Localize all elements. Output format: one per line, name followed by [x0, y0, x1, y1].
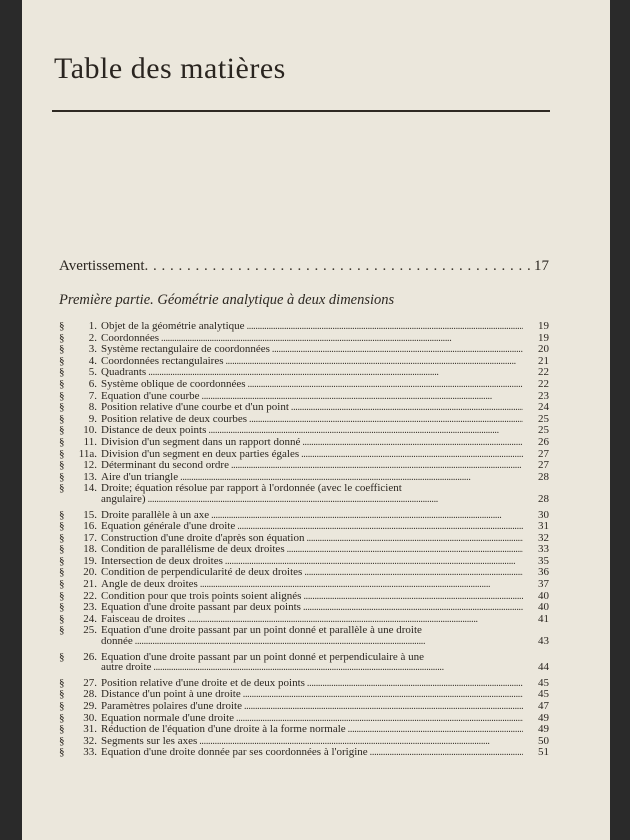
leader-dots	[303, 602, 523, 614]
avertissement-page: 17	[534, 258, 549, 274]
page-number: 47	[538, 700, 549, 712]
section-title: Position relative d'une droite et de deux points	[101, 676, 305, 689]
section-number: 4.	[88, 354, 97, 367]
section-title: Angle de deux droites	[101, 578, 198, 591]
section-sign: §	[59, 331, 65, 344]
section-number: 30.	[83, 711, 97, 724]
leader-dots	[135, 636, 523, 648]
section-number: 8.	[88, 401, 97, 414]
page-number: 25	[538, 412, 549, 425]
section-number: 20.	[83, 566, 97, 579]
leader-dots	[304, 567, 523, 579]
section-sign: §	[59, 723, 65, 736]
section-number: 32.	[83, 734, 97, 747]
page-number: 41	[538, 612, 549, 625]
section-number: 18.	[83, 543, 97, 556]
section-sign: §	[59, 711, 65, 724]
section-number: 24.	[83, 612, 97, 625]
section-sign: §	[59, 554, 65, 567]
page-number: 49	[538, 723, 549, 736]
leader-dots	[249, 414, 523, 426]
section-title: Réduction de l'équation d'une droite à la forme normale	[101, 723, 346, 736]
leader-dots	[231, 460, 523, 472]
section-number: 33.	[83, 746, 97, 759]
section-title: Quadrants	[101, 366, 147, 379]
leader-dots	[348, 724, 523, 736]
page-number: 36	[538, 566, 549, 579]
section-title: Segments sur les axes	[101, 734, 198, 747]
toc-entry-avertissement	[59, 258, 549, 275]
section-sign: §	[59, 601, 65, 614]
page-number: 40	[538, 601, 549, 614]
section-number: 25.	[83, 624, 97, 637]
section-title: Droite parallèle à un axe	[101, 508, 210, 521]
toc-entry	[59, 652, 549, 674]
toc-entry	[59, 483, 549, 505]
section-title: Equation d'une droite passant par deux points	[101, 601, 301, 614]
page-number: 22	[538, 377, 549, 390]
section-sign: §	[59, 676, 65, 689]
section-number: 13.	[83, 470, 97, 483]
section-number: 22.	[83, 589, 97, 602]
section-sign: §	[59, 589, 65, 602]
section-number: 3.	[88, 343, 97, 356]
toc-entry	[59, 625, 549, 647]
section-title: Système rectangulaire de coordonnées	[101, 343, 270, 356]
section-title: Equation normale d'une droite	[101, 711, 235, 724]
leader-dots	[248, 379, 524, 391]
page-number: 27	[538, 447, 549, 460]
section-sign: §	[59, 343, 65, 356]
toc-entry	[59, 579, 549, 591]
section-title: Condition pour que trois points soient alignés	[101, 589, 302, 602]
section-title: Equation d'une droite passant par un point donné et parallèle à une droite	[101, 624, 422, 637]
section-title: Droite; équation résolue par rapport à l'ordonnée (avec le coefficient	[101, 482, 402, 495]
page-number: 43	[538, 635, 549, 648]
toc-entry	[59, 321, 549, 333]
section-title: Position relative de deux courbes	[101, 412, 248, 425]
section-number: 5.	[88, 366, 97, 379]
leader-dots	[247, 321, 523, 333]
section-sign: §	[59, 377, 65, 390]
book-page	[22, 0, 610, 840]
section-title: Paramètres polaires d'une droite	[101, 700, 242, 712]
leader-dots	[306, 533, 523, 545]
section-sign: §	[59, 447, 65, 460]
toc-entry	[59, 460, 549, 472]
section-title: Division d'un segment dans un rapport donné	[101, 435, 301, 448]
section-title: Coordonnées rectangulaires	[101, 354, 224, 367]
leader-dots	[153, 662, 523, 674]
section-sign: §	[59, 424, 65, 437]
leader-dots	[148, 494, 523, 506]
section-title: Coordonnées	[101, 331, 160, 344]
page-number: 49	[538, 711, 549, 724]
leader-dots	[243, 689, 523, 701]
section-sign: §	[59, 482, 65, 495]
toc-entry	[59, 747, 549, 759]
section-number: 28.	[83, 688, 97, 701]
section-sign: §	[59, 470, 65, 483]
section-sign: §	[59, 734, 65, 747]
section-title: Intersection de deux droites	[101, 554, 223, 567]
leader-dots	[303, 591, 523, 603]
section-sign: §	[59, 531, 65, 544]
part-heading: Première partie. Géométrie analytique à deux dimensions	[59, 292, 395, 308]
section-number: 23.	[83, 601, 97, 614]
section-number: 11.	[83, 435, 97, 448]
section-sign: §	[59, 543, 65, 556]
page-number: 45	[538, 676, 549, 689]
section-number: 15.	[83, 508, 97, 521]
section-number: 2.	[88, 331, 97, 344]
page-number: 33	[538, 543, 549, 556]
section-sign: §	[59, 700, 65, 712]
toc-entry	[59, 379, 549, 391]
section-number: 11a.	[78, 447, 97, 460]
toc-entry	[59, 701, 549, 713]
page-number: 35	[538, 554, 549, 567]
page-number: 37	[538, 578, 549, 591]
page-number: 21	[538, 354, 549, 367]
section-sign: §	[59, 578, 65, 591]
section-number: 26.	[83, 650, 97, 663]
section-title: Distance d'un point à une droite	[101, 688, 241, 701]
section-number: 21.	[83, 578, 97, 591]
title-rule	[52, 110, 550, 112]
section-sign: §	[59, 366, 65, 379]
leader-dots	[370, 747, 523, 759]
section-sign: §	[59, 612, 65, 625]
section-number: 27.	[83, 676, 97, 689]
section-number: 6.	[88, 377, 97, 390]
section-title: Déterminant du second ordre	[101, 459, 229, 472]
page-number: 44	[538, 661, 549, 674]
section-number: 19.	[83, 554, 97, 567]
leader-dots	[225, 356, 523, 368]
page-number: 23	[538, 389, 549, 402]
section-title-continued: angulaire)	[101, 492, 146, 505]
leader-dots	[272, 344, 523, 356]
leader-dots	[302, 437, 523, 449]
section-sign: §	[59, 566, 65, 579]
section-sign: §	[59, 320, 65, 332]
page-number: 40	[538, 589, 549, 602]
section-title: Faisceau de droites	[101, 612, 186, 625]
section-number: 31.	[83, 723, 97, 736]
page-number: 25	[538, 424, 549, 437]
section-sign: §	[59, 401, 65, 414]
leader-dots	[287, 544, 523, 556]
section-title: Condition de parallélisme de deux droites	[101, 543, 285, 556]
leader-dots	[307, 678, 523, 690]
page-number: 27	[538, 459, 549, 472]
page-number: 24	[538, 401, 549, 414]
avertissement-label: Avertissement	[59, 258, 145, 274]
leader-dots	[301, 449, 523, 461]
section-title: Construction d'une droite d'après son équation	[101, 531, 305, 544]
section-number: 7.	[88, 389, 97, 402]
page-title: Table des matières	[54, 52, 286, 85]
section-sign: §	[59, 650, 65, 663]
section-title: Equation d'une droite donnée par ses coordonnées à l'origine	[101, 746, 368, 759]
section-sign: §	[59, 508, 65, 521]
section-sign: §	[59, 746, 65, 759]
section-sign: §	[59, 412, 65, 425]
section-number: 9.	[88, 412, 97, 425]
leader-dots	[237, 521, 523, 533]
section-sign: §	[59, 459, 65, 472]
page-number: 31	[538, 520, 549, 533]
section-number: 29.	[83, 700, 97, 712]
section-sign: §	[59, 435, 65, 448]
toc-entry	[59, 437, 549, 449]
toc-entry	[59, 521, 549, 533]
section-number: 16.	[83, 520, 97, 533]
leader-dots	[211, 510, 523, 522]
section-title: Distance de deux points	[101, 424, 207, 437]
section-sign: §	[59, 354, 65, 367]
leader-dots	[145, 258, 534, 275]
section-title: Division d'un segment en deux parties égales	[101, 447, 300, 460]
page-number: 32	[538, 531, 549, 544]
section-sign: §	[59, 389, 65, 402]
section-title: Objet de la géométrie analytique	[101, 320, 245, 332]
section-title: Equation générale d'une droite	[101, 520, 236, 533]
page-number: 22	[538, 366, 549, 379]
section-title-continued: donnée	[101, 635, 133, 648]
section-number: 17.	[83, 531, 97, 544]
page-number: 19	[538, 331, 549, 344]
leader-dots	[200, 579, 523, 591]
page-number: 30	[538, 508, 549, 521]
page-number: 19	[538, 320, 549, 332]
page-number: 20	[538, 343, 549, 356]
page-number: 28	[538, 492, 549, 505]
section-sign: §	[59, 688, 65, 701]
toc-list	[59, 321, 549, 759]
page-number: 28	[538, 470, 549, 483]
leader-dots	[291, 402, 523, 414]
page-number: 45	[538, 688, 549, 701]
section-number: 12.	[83, 459, 97, 472]
section-title: Position relative d'une courbe et d'un point	[101, 401, 289, 414]
section-sign: §	[59, 624, 65, 637]
page-number: 51	[538, 746, 549, 759]
leader-dots	[244, 701, 523, 713]
section-number: 14.	[83, 482, 97, 495]
section-sign: §	[59, 520, 65, 533]
section-title: Equation d'une droite passant par un point donné et perpendiculaire à une	[101, 650, 425, 663]
page-number: 26	[538, 435, 549, 448]
page-number: 50	[538, 734, 549, 747]
section-title: Condition de perpendicularité de deux droites	[101, 566, 303, 579]
section-title-continued: autre droite	[101, 661, 152, 674]
section-number: 10.	[83, 424, 97, 437]
section-title: Aire d'un triangle	[101, 470, 179, 483]
section-title: Equation d'une courbe	[101, 389, 200, 402]
section-number: 1.	[88, 320, 97, 332]
toc-entry	[59, 402, 549, 414]
section-title: Système oblique de coordonnées	[101, 377, 246, 390]
